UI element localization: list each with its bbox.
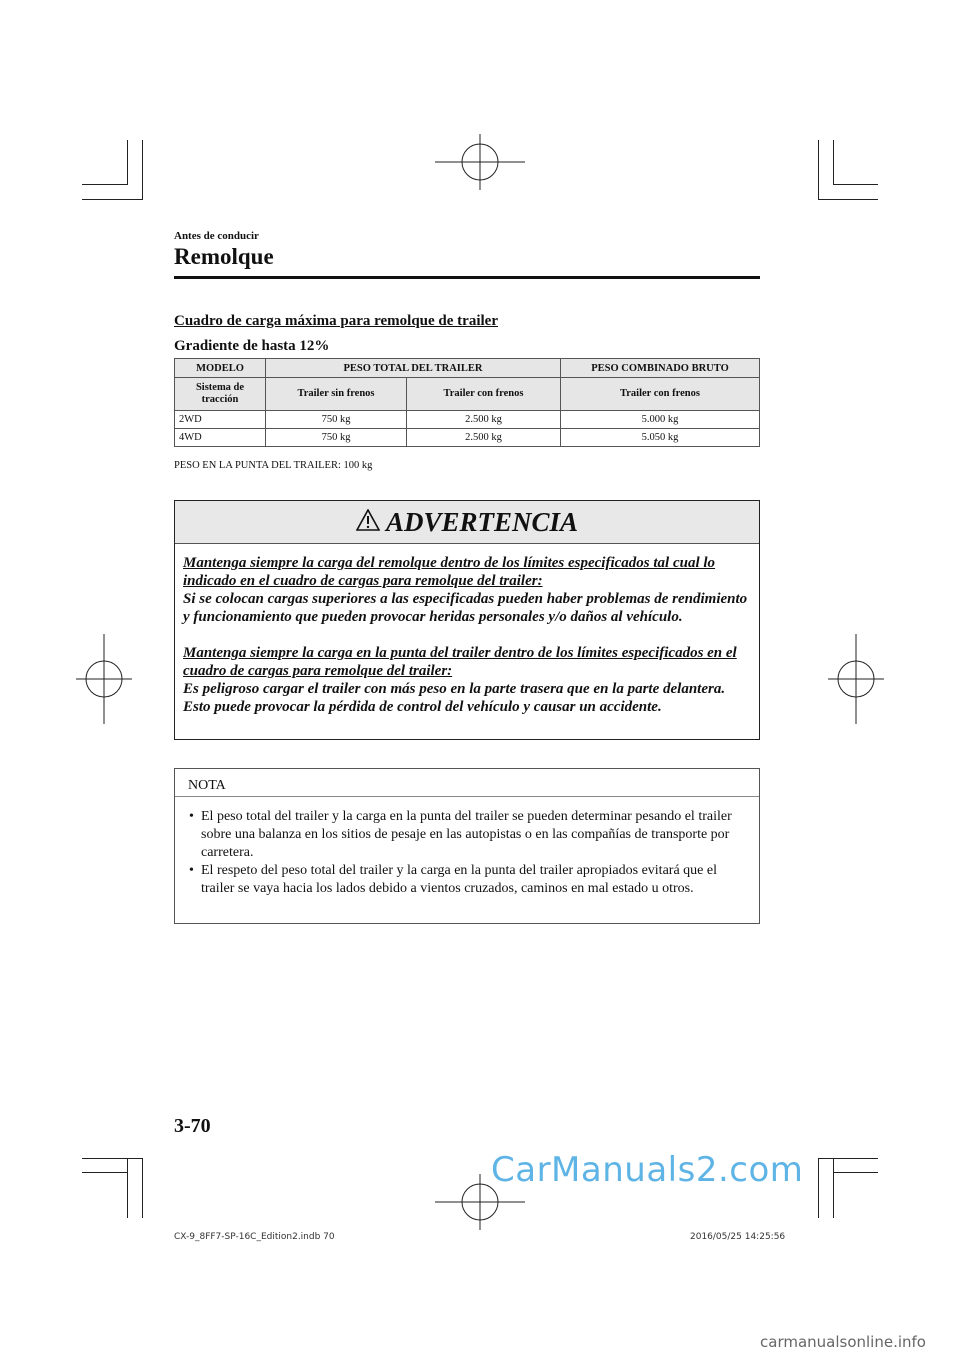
crop-mark	[833, 140, 834, 185]
crop-mark	[833, 1158, 834, 1218]
cell-brakes: 2.500 kg	[407, 411, 561, 429]
subheader-no-brakes: Trailer sin frenos	[266, 378, 407, 411]
cell-combined: 5.050 kg	[561, 429, 760, 447]
gradient-label: Gradiente de hasta 12%	[174, 338, 330, 354]
subheader-brakes-combined: Trailer con frenos	[561, 378, 760, 411]
crop-mark	[818, 199, 878, 200]
page-number: 3-70	[174, 1115, 211, 1137]
crop-mark	[833, 1172, 878, 1173]
crop-mark	[127, 140, 128, 185]
header-total-weight: PESO TOTAL DEL TRAILER	[266, 359, 561, 378]
crop-mark	[818, 1158, 878, 1159]
header-combined-weight: PESO COMBINADO BRUTO	[561, 359, 760, 378]
tongue-weight-note: PESO EN LA PUNTA DEL TRAILER: 100 kg	[174, 460, 373, 471]
warning-heading-1: Mantenga siempre la carga del remolque dentro de los límites especificados tal cual lo indicado en el cuadro de cargas para remolque del trailer:	[183, 555, 716, 589]
bullet-icon: •	[189, 809, 194, 824]
chart-heading: Cuadro de carga máxima para remolque de trailer	[174, 313, 498, 329]
cell-model: 2WD	[175, 411, 266, 429]
cell-no-brakes: 750 kg	[266, 411, 407, 429]
note-title: NOTA	[175, 769, 759, 797]
warning-box	[174, 500, 760, 740]
subheader-drive: Sistema de tracción	[175, 378, 266, 411]
cell-brakes: 2.500 kg	[407, 429, 561, 447]
warning-title: ADVERTENCIA	[385, 506, 579, 537]
crop-mark	[833, 184, 878, 185]
watermark-logo: CarManuals2.com	[491, 1150, 804, 1190]
cell-no-brakes: 750 kg	[266, 429, 407, 447]
list-item: • El respeto del peso total del trailer y la carga en la punta del trailer apropiados evitará que el trailer se vaya hacia los lados debido a vientos cruzados, caminos en mal estado u otros.	[189, 863, 717, 896]
load-table	[174, 358, 760, 447]
crop-mark	[818, 1158, 819, 1218]
subheader-brakes: Trailer con frenos	[407, 378, 561, 411]
warning-text-2: Es peligroso cargar el trailer con más peso en la parte trasera que en la parte delantera. Esto puede provocar la pérdida de control del vehículo y causar un accidente.	[183, 681, 726, 715]
crop-mark	[818, 140, 819, 200]
crop-mark	[82, 1172, 127, 1173]
table-row	[175, 411, 760, 429]
crop-mark	[82, 199, 142, 200]
warning-heading-2: Mantenga siempre la carga en la punta del trailer dentro de los límites especificados en el cuadro de cargas para remolque del trailer:	[183, 645, 737, 679]
cell-combined: 5.000 kg	[561, 411, 760, 429]
warning-body	[175, 544, 759, 716]
page-title: Remolque	[174, 244, 274, 269]
title-rule	[174, 276, 760, 279]
registration-mark-icon	[828, 634, 884, 724]
footer-date: 2016/05/25 14:25:56	[690, 1232, 786, 1242]
header-model: MODELO	[175, 359, 266, 378]
crop-mark	[82, 1158, 142, 1159]
cell-model: 4WD	[175, 429, 266, 447]
note-box	[174, 768, 760, 924]
crop-mark	[142, 140, 143, 200]
crop-mark	[82, 184, 127, 185]
crop-mark	[127, 1158, 128, 1218]
note-list	[175, 797, 759, 898]
footer-file: CX-9_8FF7-SP-16C_Edition2.indb 70	[174, 1232, 335, 1242]
list-item: • El peso total del trailer y la carga en la punta del trailer se pueden determinar pesando el trailer sobre una balanza en los sitios de pesaje en las autopistas o en las compañías de transporte por carretera.	[189, 809, 732, 860]
site-link[interactable]: carmanualsonline.info	[760, 1333, 926, 1351]
section-label: Antes de conducir	[174, 230, 259, 242]
warning-triangle-icon	[356, 509, 380, 536]
warning-text-1: Si se colocan cargas superiores a las especificadas pueden haber problemas de rendimiento y funcionamiento que pueden provocar heridas personales y/o daños al vehículo.	[183, 591, 748, 625]
registration-mark-icon	[76, 634, 132, 724]
crop-mark	[142, 1158, 143, 1218]
warning-header	[175, 501, 759, 544]
registration-mark-icon	[435, 134, 525, 190]
bullet-icon: •	[189, 863, 194, 878]
table-row	[175, 429, 760, 447]
